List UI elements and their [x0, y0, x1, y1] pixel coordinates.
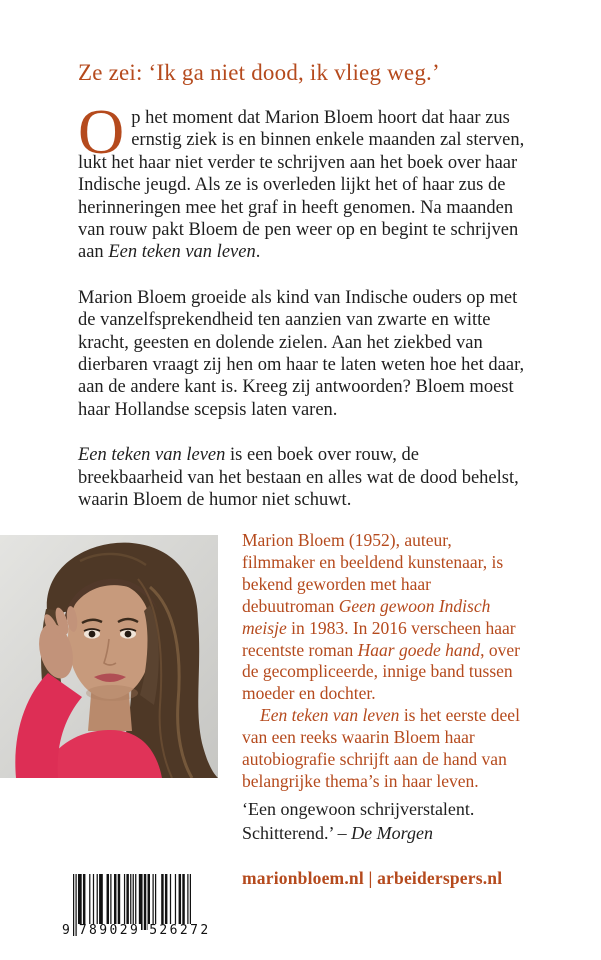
tagline: Ze zei: ‘Ik ga niet dood, ik vlieg weg.’ [78, 60, 440, 85]
press-quote: ‘Een ongewoon schrijverstalent. Schitterend.’ – De Morgen [242, 799, 475, 843]
isbn-barcode [62, 874, 211, 952]
website-links: marionbloem.nl | arbeiderspers.nl [242, 868, 503, 888]
synopsis-paragraph-1 [78, 96, 527, 264]
synopsis-paragraph-2: Marion Bloem groeide als kind van Indische ouders op met de vanzelfsprekendheid ten aanzien van zwarte en witte kracht, geesten en dolende zielen. Aan het ziekbed van dierbaren vraagt zij hen om haar te laten weten hoe het daar, aan de andere kant is. Kreeg zij antwoorden? Bloem moest haar Hollandse scepsis laten varen. [78, 287, 525, 420]
barcode-digits [62, 923, 211, 938]
author-bio [242, 530, 527, 793]
barcode-digit-group-1: 789029 [78, 923, 141, 938]
synopsis [78, 96, 527, 535]
barcode-digit-lead: 9 [62, 923, 70, 938]
author-bio-paragraph-1: Marion Bloem (1952), auteur, filmmaker en beeldend kunstenaar, is bekend geworden met haar debuutroman Geen gewoon Indisch meisje in 1983. In 2016 verscheen haar recentste roman Haar goede hand, over de gecompliceerde, innige band tussen moeder en dochter. [242, 530, 520, 704]
author-bio-paragraph-2: Een teken van leven is het eerste deel van een reeks waarin Bloem haar autobiografie schrijft aan de hand van belangrijke thema’s in haar leven. [242, 705, 520, 791]
barcode-digit-group-2: 526272 [149, 923, 211, 938]
synopsis-paragraph-1-text: p het moment dat Marion Bloem hoort dat haar zus ernstig ziek is en binnen enkele maanden zal sterven, lukt het haar niet verder te schrijven aan het boek over haar Indische jeugd. Als ze is overleden lijkt het of haar zus de herinneringen mee het graf in heeft genomen. Na maanden van rouw pakt Bloem de pen weer op en begint te schrijven aan Een teken van leven. [78, 108, 525, 263]
author-photo [0, 535, 218, 778]
synopsis-paragraph-3: Een teken van leven is een boek over rouw, de breekbaarheid van het bestaan en alles wat de dood behelst, waarin Bloem de humor niet schuwt. [78, 445, 519, 511]
author-photo-illustration [0, 535, 218, 778]
drop-cap: O [78, 96, 125, 167]
